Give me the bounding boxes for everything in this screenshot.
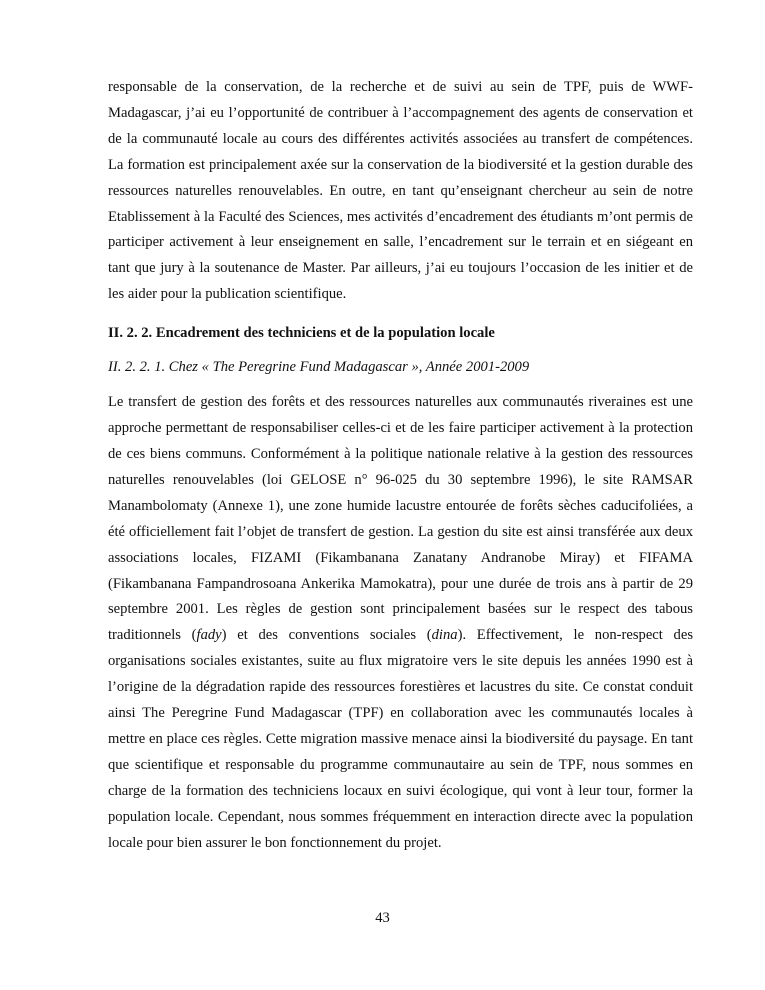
document-page <box>108 75 693 856</box>
body-paragraph <box>108 390 693 856</box>
body-italic-term-dina: dina <box>431 627 458 644</box>
page-number: 43 <box>375 910 390 926</box>
body-italic-term-fady: fady <box>196 627 222 644</box>
body-text-part-c: ). Effectivement, le non-respect des organisations sociales existantes, suite au flux migratoire vers le site depuis les années 1990 est à l’origine de la dégradation rapide des ressources forestières et lacustres du site. Ce constat conduit ainsi The Peregrine Fund Madagascar (TPF) en collaboration avec les communautés locales à mettre en place ces règles. Cette migration massive menace ainsi la biodiversité du paysage. En tant que scientifique et responsable du programme communautaire au sein de TPF, nous sommes en charge de la formation des techniciens locaux en suivi écologique, qui vont à leur tour, former la population locale. Cependant, nous sommes fréquemment en interaction directe avec la population locale pour bien assurer le bon fonctionnement du projet. <box>108 627 694 851</box>
section-heading: II. 2. 2. Encadrement des techniciens et de la population locale <box>108 325 495 342</box>
body-text-part-b: ) et des conventions sociales ( <box>221 627 432 644</box>
intro-paragraph: responsable de la conservation, de la recherche et de suivi au sein de TPF, puis de WWF-Madagascar, j’ai eu l’opportunité de contribuer à l’accompagnement des agents de conservation et de la communauté locale au cours des différentes activités associées au transfert de compétences. La formation est principalement axée sur la conservation de la biodiversité et la gestion durable des ressources naturelles renouvelables. En outre, en tant qu’enseignant chercheur au sein de notre Etablissement à la Faculté des Sciences, mes activités d’encadrement des étudiants m’ont permis de participer activement à leur enseignement en salle, l’encadrement sur le terrain et en siégeant en tant que jury à la soutenance de Master. Par ailleurs, j’ai eu toujours l’occasion de les initier et de les aider pour la publication scientifique. <box>108 79 693 303</box>
body-text-part-a: Le transfert de gestion des forêts et des ressources naturelles aux communautés riveraines est une approche permettant de responsabiliser celles-ci et de les faire participer activement à la protection de ces biens communs. Conformément à la politique nationale relative à la gestion des ressources naturelles renouvelables (loi GELOSE n° 96-025 du 30 septembre 1996), le site RAMSAR Manambolomaty (Annexe 1), une zone humide lacustre entourée de forêts sèches caducifoliées, a été officiellement fait l’objet de transfert de gestion. La gestion du site est ainsi transférée aux deux associations locales, FIZAMI (Fikambanana Zanatany Andranobe Miray) et FIFAMA (Fikambanana Fampandrosoana Ankerika Mamokatra), pour une durée de trois ans à partir de 29 septembre 2001. Les règles de gestion sont principalement basées sur le respect des tabous traditionnels ( <box>108 394 693 644</box>
subsection-heading: II. 2. 2. 1. Chez « The Peregrine Fund Madagascar », Année 2001-2009 <box>108 359 530 376</box>
